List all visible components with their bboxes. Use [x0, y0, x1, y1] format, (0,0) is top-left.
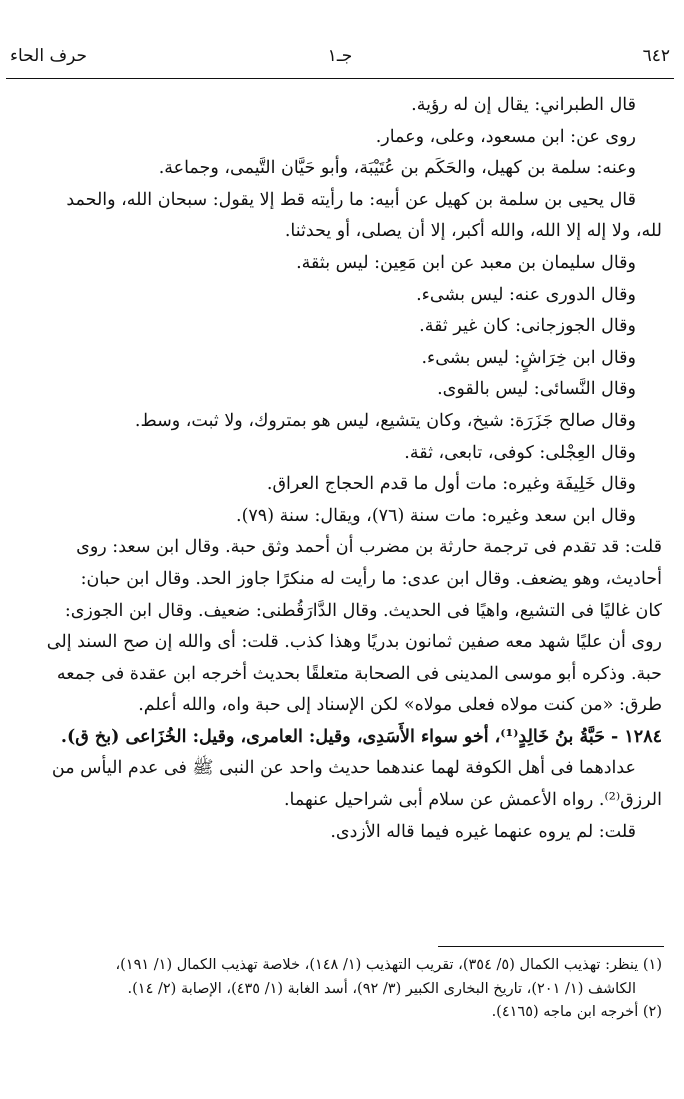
text-line: روى أن عليًا شهد معه صفين ثمانون بدريًا وهذا كذب. قلت: أى والله إن صح السند إلى: [46, 632, 662, 653]
footnotes: [20, 954, 662, 1025]
text-line: حبة. وذكره أبو موسى المدينى فى الصحابة متعلقًا بحديث أخرجه ابن عقدة فى جمعه: [56, 663, 662, 684]
text-line: وقال صالح جَزَرَة: شيخ، وكان يتشيع، ليس هو بمتروك، ولا ثبت، وسط.: [134, 410, 636, 431]
text-line: وقال خَلِيفَة وغيره: مات أول ما قدم الحجاج العراق.: [266, 474, 636, 495]
text-line: وقال الدورى عنه: ليس بشىء.: [416, 284, 636, 305]
footnote-line: (٢) أخرجه ابن ماجه (٤١٦٥).: [491, 1004, 662, 1020]
text-line: وعنه: سلمة بن كهيل، والحَكَم بن عُتَيْبَة، وأبو حَيَّان التَّيمى، وجماعة.: [158, 158, 636, 179]
entry-heading: ١٢٨٤ - حَبَّةُ بنُ خَالِدٍ⁽¹⁾، أخو سواء الأَسَدِى، وقيل: العامرى، وقيل: الخُزَاعى (بخ ق).: [60, 726, 662, 747]
text-line: قلت: لم يروه عنهما غيره فيما قاله الأزدى.: [330, 821, 636, 842]
text-line: وقال ابن سعد وغيره: مات سنة (٧٦)، ويقال: سنة (٧٩).: [236, 505, 636, 526]
text-line: وقال العِجْلى: كوفى، تابعى، ثقة.: [404, 442, 636, 463]
text-line: كان غاليًا فى التشيع، واهيًا فى الحديث. وقال الدَّارَقُطنى: ضعيف. وقال ابن الجوزى:: [64, 600, 662, 621]
text-line: وقال النَّسائى: ليس بالقوى.: [437, 379, 636, 400]
text-line: عدادهما فى أهل الكوفة لهما عندهما حديث واحد عن النبى ﷺ فى عدم اليأس من: [51, 758, 636, 779]
text-line: طرق: «من كنت مولاه فعلى مولاه» لكن الإسناد إلى حبة واه، والله أعلم.: [138, 695, 662, 716]
running-header: [6, 44, 674, 78]
text-line: الرزق⁽²⁾. رواه الأعمش عن سلام أبى شراحيل عنهما.: [283, 790, 662, 811]
text-line: وقال ابن خِرَاشٍ: ليس بشىء.: [421, 347, 636, 368]
volume-label: جـ١: [327, 46, 353, 66]
footnote-line: الكاشف (١/ ٢٠١)، تاريخ البخارى الكبير (٣/ ٩٢)، أسد الغابة (١/ ٤٣٥)، الإصابة (٢/ ١٤).: [127, 980, 636, 997]
text-line: روى عن: ابن مسعود، وعلى، وعمار.: [375, 126, 636, 147]
main-text: [20, 90, 662, 848]
footnote-line: (١) ينظر: تهذيب الكمال (٥/ ٣٥٤)، تقريب التهذيب (١/ ١٤٨)، خلاصة تهذيب الكمال (١/ ١٩١)،: [115, 957, 662, 973]
text-line: وقال الجوزجانى: كان غير ثقة.: [419, 316, 636, 337]
text-line: قلت: قد تقدم فى ترجمة حارثة بن مضرب أن أحمد وثق حبة. وقال ابن سعد: روى: [76, 537, 662, 558]
text-line: أحاديث، وهو يضعف. وقال ابن عدى: ما رأيت له منكرًا جاوز الحد. وقال ابن حبان:: [80, 568, 662, 589]
footnote-divider: [438, 946, 664, 947]
header-divider: [6, 78, 674, 79]
page-number: ٦٤٢: [642, 46, 670, 66]
text-line: وقال سليمان بن معبد عن ابن مَعِين: ليس بثقة.: [296, 252, 636, 273]
text-line: قال الطبراني: يقال إن له رؤية.: [411, 95, 636, 115]
section-title: حرف الحاء: [10, 46, 87, 66]
text-line: لله، ولا إله إلا الله، والله أكبر، إلا أن يصلى، أو يحدثنا.: [284, 221, 662, 242]
text-line: قال يحيى بن سلمة بن كهيل عن أبيه: ما رأيته قط إلا يقول: سبحان الله، والحمد: [66, 189, 636, 210]
